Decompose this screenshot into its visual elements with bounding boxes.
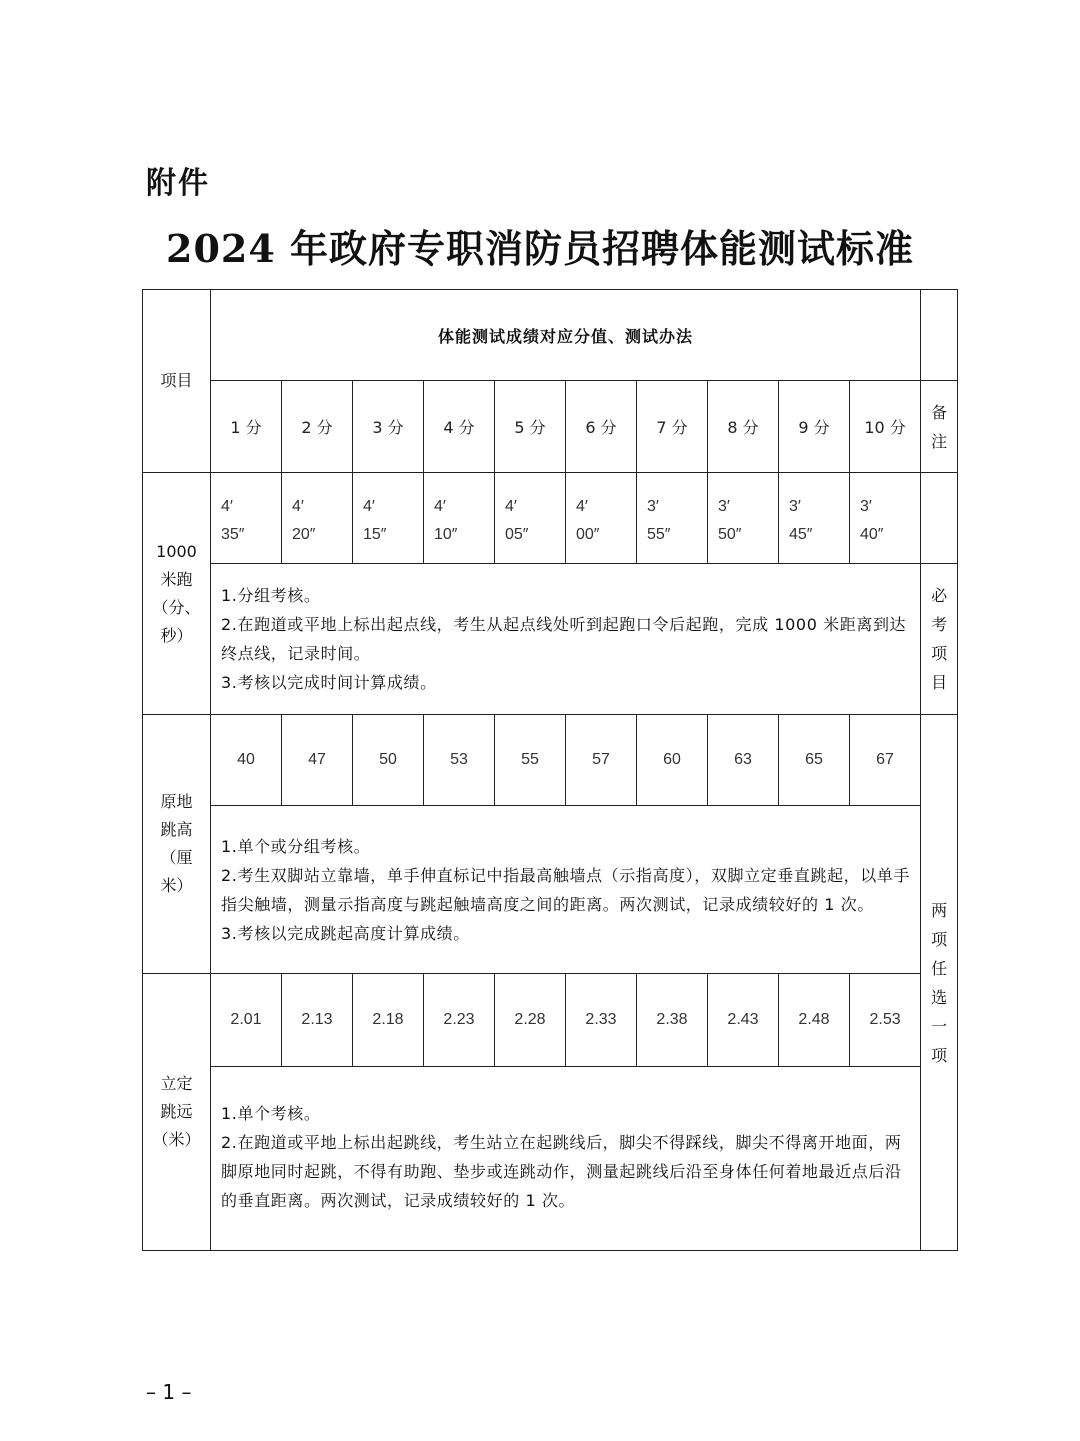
score-header: 体能测试成绩对应分值、测试办法	[211, 290, 921, 381]
jump-height-item-label: 原地 跳高 （厘 米）	[143, 715, 211, 974]
score-label: 5 分	[495, 381, 566, 473]
score-label: 4 分	[424, 381, 495, 473]
long-jump-value: 2.01	[211, 974, 282, 1067]
jump-height-value: 60	[637, 715, 708, 806]
run-method: 1.分组考核。 2.在跑道或平地上标出起点线，考生从起点线处听到起跑口令后起跑，完成 1000 米距离到达终点线，记录时间。 3.考核以完成时间计算成绩。	[211, 564, 921, 715]
run-values-row	[143, 473, 958, 564]
long-jump-value: 2.38	[637, 974, 708, 1067]
jump-height-value: 57	[566, 715, 637, 806]
choose-one-note: 两 项 任 选 一 项	[921, 715, 958, 1251]
run-note-empty-cell	[921, 473, 958, 564]
score-label: 6 分	[566, 381, 637, 473]
score-label: 3 分	[353, 381, 424, 473]
page-number: – 1 –	[146, 1380, 192, 1404]
long-jump-values-row	[143, 974, 958, 1067]
run-time-value: 3′ 55″	[637, 473, 708, 564]
jump-height-value: 40	[211, 715, 282, 806]
note-header-top-cell	[921, 290, 958, 381]
jump-height-value: 50	[353, 715, 424, 806]
score-label: 8 分	[708, 381, 779, 473]
run-time-value: 4′ 05″	[495, 473, 566, 564]
score-label: 10 分	[850, 381, 921, 473]
fitness-standard-table	[142, 289, 958, 1251]
header-row	[143, 290, 958, 381]
jump-height-method-row	[143, 806, 958, 974]
page-title: 2024 年政府专职消防员招聘体能测试标准	[166, 226, 914, 271]
jump-height-method: 1.单个或分组考核。 2.考生双脚站立靠墙，单手伸直标记中指最高触墙点（示指高度），双脚立定垂直跳起，以单手指尖触墙，测量示指高度与跳起触墙高度之间的距离。两次测试，记录成绩较好的 1 次。 3.考核以完成跳起高度计算成绩。	[211, 806, 921, 974]
attachment-label: 附件	[146, 166, 210, 201]
note-header: 备 注	[921, 381, 958, 473]
jump-height-value: 53	[424, 715, 495, 806]
run-time-value: 4′ 00″	[566, 473, 637, 564]
score-label: 7 分	[637, 381, 708, 473]
run-time-value: 4′ 20″	[282, 473, 353, 564]
jump-height-value: 55	[495, 715, 566, 806]
run-method-row	[143, 564, 958, 715]
run-time-value: 3′ 50″	[708, 473, 779, 564]
jump-height-value: 47	[282, 715, 353, 806]
run-time-value: 4′ 15″	[353, 473, 424, 564]
score-label: 1 分	[211, 381, 282, 473]
long-jump-item-label: 立定 跳远 （米）	[143, 974, 211, 1251]
long-jump-value: 2.33	[566, 974, 637, 1067]
run-time-value: 4′ 10″	[424, 473, 495, 564]
jump-height-value: 63	[708, 715, 779, 806]
item-header: 项目	[143, 290, 211, 473]
long-jump-value: 2.18	[353, 974, 424, 1067]
long-jump-value: 2.28	[495, 974, 566, 1067]
long-jump-value: 2.13	[282, 974, 353, 1067]
long-jump-value: 2.43	[708, 974, 779, 1067]
long-jump-value: 2.23	[424, 974, 495, 1067]
jump-height-value: 67	[850, 715, 921, 806]
run-note: 必 考 项 目	[921, 564, 958, 715]
long-jump-method-row	[143, 1067, 958, 1251]
run-time-value: 4′ 35″	[211, 473, 282, 564]
run-time-value: 3′ 40″	[850, 473, 921, 564]
run-time-value: 3′ 45″	[779, 473, 850, 564]
long-jump-method: 1.单个考核。 2.在跑道或平地上标出起跳线，考生站立在起跳线后，脚尖不得踩线，脚尖不得离开地面，两脚原地同时起跳，不得有助跑、垫步或连跳动作，测量起跳线后沿至身体任何着地最近点后沿的垂直距离。两次测试，记录成绩较好的 1 次。	[211, 1067, 921, 1251]
score-label-row	[143, 381, 958, 473]
score-label: 2 分	[282, 381, 353, 473]
run-item-label: 1000 米跑 （分、 秒）	[143, 473, 211, 715]
long-jump-value: 2.48	[779, 974, 850, 1067]
jump-height-values-row	[143, 715, 958, 806]
long-jump-value: 2.53	[850, 974, 921, 1067]
jump-height-value: 65	[779, 715, 850, 806]
score-label: 9 分	[779, 381, 850, 473]
